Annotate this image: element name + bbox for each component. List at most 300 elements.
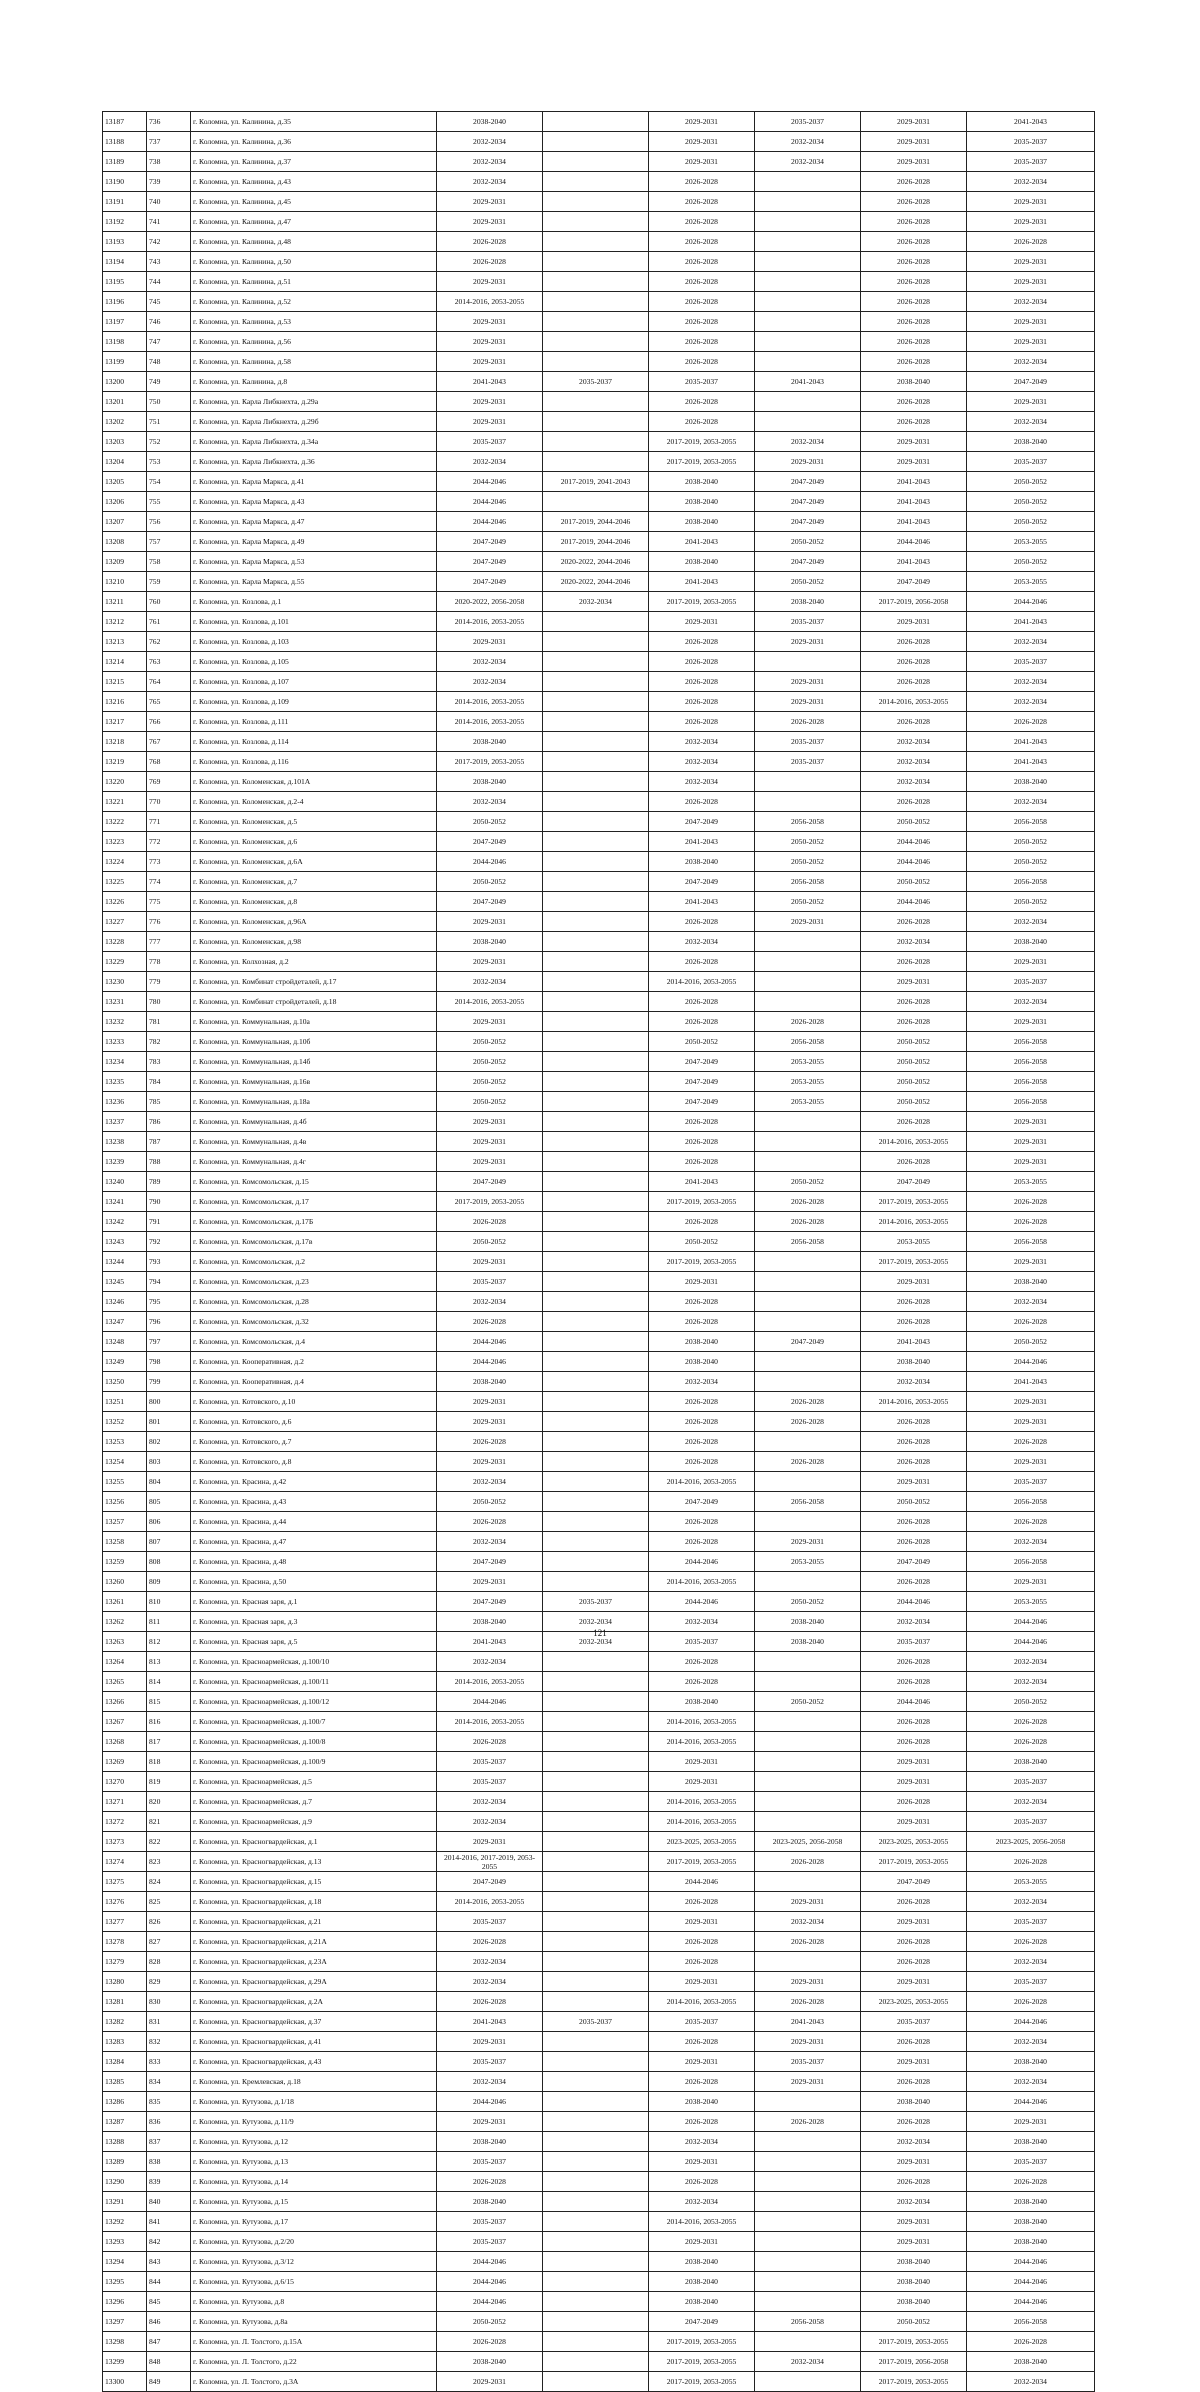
period-col-2-cell <box>543 2172 649 2192</box>
period-col-1-cell: 2026-2028 <box>437 252 543 272</box>
address-cell: г. Коломна, ул. Красногвардейская, д.43 <box>191 2052 437 2072</box>
table-row <box>103 1532 1095 1552</box>
period-col-4-cell: 2035-2037 <box>755 112 861 132</box>
address-cell: г. Коломна, ул. Красина, д.48 <box>191 1552 437 1572</box>
row-number-cell: 13213 <box>103 632 147 652</box>
item-number-cell: 754 <box>147 472 191 492</box>
address-cell: г. Коломна, ул. Калинина, д.8 <box>191 372 437 392</box>
period-col-3-cell: 2026-2028 <box>649 292 755 312</box>
address-cell: г. Коломна, ул. Красина, д.47 <box>191 1532 437 1552</box>
item-number-cell: 749 <box>147 372 191 392</box>
row-number-cell: 13273 <box>103 1832 147 1852</box>
period-col-5-cell: 2026-2028 <box>861 2032 967 2052</box>
table-row <box>103 212 1095 232</box>
period-col-6-cell: 2053-2055 <box>967 1172 1095 1192</box>
period-col-6-cell: 2026-2028 <box>967 2332 1095 2352</box>
address-cell: г. Коломна, ул. Кутузова, д.8а <box>191 2312 437 2332</box>
address-cell: г. Коломна, ул. Коломенская, д.6А <box>191 852 437 872</box>
period-col-4-cell <box>755 1712 861 1732</box>
period-col-5-cell: 2029-2031 <box>861 432 967 452</box>
period-col-1-cell: 2026-2028 <box>437 2332 543 2352</box>
row-number-cell: 13207 <box>103 512 147 532</box>
period-col-4-cell: 2050-2052 <box>755 532 861 552</box>
table-row <box>103 1432 1095 1452</box>
period-col-3-cell: 2035-2037 <box>649 372 755 392</box>
period-col-5-cell: 2026-2028 <box>861 172 967 192</box>
period-col-1-cell: 2038-2040 <box>437 932 543 952</box>
period-col-6-cell: 2053-2055 <box>967 1872 1095 1892</box>
period-col-4-cell: 2026-2028 <box>755 1932 861 1952</box>
item-number-cell: 795 <box>147 1292 191 1312</box>
item-number-cell: 794 <box>147 1272 191 1292</box>
item-number-cell: 781 <box>147 1012 191 1032</box>
period-col-5-cell: 2029-2031 <box>861 972 967 992</box>
period-col-6-cell: 2056-2058 <box>967 1052 1095 1072</box>
period-col-2-cell <box>543 272 649 292</box>
item-number-cell: 814 <box>147 1672 191 1692</box>
period-col-2-cell <box>543 1792 649 1812</box>
period-col-4-cell <box>755 2172 861 2192</box>
period-col-6-cell: 2032-2034 <box>967 912 1095 932</box>
period-col-6-cell: 2050-2052 <box>967 552 1095 572</box>
table-row <box>103 832 1095 852</box>
period-col-3-cell: 2023-2025, 2053-2055 <box>649 1832 755 1852</box>
row-number-cell: 13250 <box>103 1372 147 1392</box>
period-col-2-cell <box>543 292 649 312</box>
period-col-3-cell: 2038-2040 <box>649 852 755 872</box>
address-cell: г. Коломна, ул. Комсомольская, д.32 <box>191 1312 437 1332</box>
item-number-cell: 806 <box>147 1512 191 1532</box>
row-number-cell: 13192 <box>103 212 147 232</box>
period-col-6-cell: 2026-2028 <box>967 1992 1095 2012</box>
row-number-cell: 13217 <box>103 712 147 732</box>
period-col-5-cell: 2032-2034 <box>861 2192 967 2212</box>
period-col-2-cell <box>543 312 649 332</box>
period-col-6-cell: 2026-2028 <box>967 1732 1095 1752</box>
address-cell: г. Коломна, ул. Красногвардейская, д.29А <box>191 1972 437 1992</box>
period-col-4-cell: 2029-2031 <box>755 1892 861 1912</box>
table-row <box>103 312 1095 332</box>
row-number-cell: 13247 <box>103 1312 147 1332</box>
address-cell: г. Коломна, ул. Калинина, д.35 <box>191 112 437 132</box>
table-row <box>103 472 1095 492</box>
period-col-2-cell <box>543 1332 649 1352</box>
address-cell: г. Коломна, ул. Красногвардейская, д.15 <box>191 1872 437 1892</box>
table-row <box>103 872 1095 892</box>
period-col-2-cell <box>543 332 649 352</box>
period-col-1-cell: 2047-2049 <box>437 832 543 852</box>
period-col-6-cell: 2047-2049 <box>967 372 1095 392</box>
period-col-6-cell: 2044-2046 <box>967 2292 1095 2312</box>
period-col-2-cell: 2032-2034 <box>543 1612 649 1632</box>
table-row <box>103 1092 1095 1112</box>
table-row <box>103 1132 1095 1152</box>
row-number-cell: 13251 <box>103 1392 147 1412</box>
period-col-2-cell <box>543 972 649 992</box>
address-cell: г. Коломна, ул. Комсомольская, д.17 <box>191 1192 437 1212</box>
period-col-1-cell: 2047-2049 <box>437 1552 543 1572</box>
row-number-cell: 13210 <box>103 572 147 592</box>
period-col-6-cell: 2032-2034 <box>967 672 1095 692</box>
table-row <box>103 1112 1095 1132</box>
period-col-3-cell: 2038-2040 <box>649 1332 755 1352</box>
period-col-5-cell: 2029-2031 <box>861 1812 967 1832</box>
row-number-cell: 13190 <box>103 172 147 192</box>
period-col-5-cell: 2050-2052 <box>861 1492 967 1512</box>
table-row <box>103 412 1095 432</box>
period-col-5-cell: 2032-2034 <box>861 772 967 792</box>
address-cell: г. Коломна, ул. Красная заря, д.3 <box>191 1612 437 1632</box>
item-number-cell: 811 <box>147 1612 191 1632</box>
period-col-3-cell: 2026-2028 <box>649 1312 755 1332</box>
address-cell: г. Коломна, ул. Козлова, д.105 <box>191 652 437 672</box>
address-cell: г. Коломна, ул. Коломенская, д.96А <box>191 912 437 932</box>
period-col-5-cell: 2026-2028 <box>861 952 967 972</box>
table-row <box>103 1312 1095 1332</box>
period-col-1-cell: 2044-2046 <box>437 1692 543 1712</box>
row-number-cell: 13238 <box>103 1132 147 1152</box>
period-col-5-cell: 2017-2019, 2053-2055 <box>861 1852 967 1872</box>
period-col-1-cell: 2038-2040 <box>437 112 543 132</box>
period-col-3-cell: 2044-2046 <box>649 1552 755 1572</box>
row-number-cell: 13245 <box>103 1272 147 1292</box>
row-number-cell: 13218 <box>103 732 147 752</box>
period-col-5-cell: 2035-2037 <box>861 1632 967 1652</box>
address-cell: г. Коломна, ул. Козлова, д.109 <box>191 692 437 712</box>
row-number-cell: 13275 <box>103 1872 147 1892</box>
item-number-cell: 775 <box>147 892 191 912</box>
period-col-6-cell: 2038-2040 <box>967 2132 1095 2152</box>
period-col-4-cell: 2029-2031 <box>755 632 861 652</box>
period-col-2-cell <box>543 1412 649 1432</box>
row-number-cell: 13269 <box>103 1752 147 1772</box>
row-number-cell: 13225 <box>103 872 147 892</box>
row-number-cell: 13191 <box>103 192 147 212</box>
item-number-cell: 763 <box>147 652 191 672</box>
row-number-cell: 13241 <box>103 1192 147 1212</box>
period-col-4-cell <box>755 2192 861 2212</box>
period-col-2-cell <box>543 2032 649 2052</box>
period-col-6-cell: 2056-2058 <box>967 1092 1095 1112</box>
period-col-5-cell: 2026-2028 <box>861 1952 967 1972</box>
row-number-cell: 13231 <box>103 992 147 1012</box>
period-col-1-cell: 2029-2031 <box>437 412 543 432</box>
period-col-5-cell: 2017-2019, 2056-2058 <box>861 592 967 612</box>
period-col-3-cell: 2026-2028 <box>649 332 755 352</box>
period-col-1-cell: 2029-2031 <box>437 1412 543 1432</box>
period-col-2-cell <box>543 792 649 812</box>
row-number-cell: 13201 <box>103 392 147 412</box>
period-col-1-cell: 2032-2034 <box>437 152 543 172</box>
period-col-3-cell: 2029-2031 <box>649 612 755 632</box>
period-col-1-cell: 2035-2037 <box>437 1772 543 1792</box>
period-col-6-cell: 2032-2034 <box>967 2032 1095 2052</box>
period-col-2-cell <box>543 2332 649 2352</box>
row-number-cell: 13220 <box>103 772 147 792</box>
period-col-2-cell <box>543 2212 649 2232</box>
address-cell: г. Коломна, ул. Красина, д.42 <box>191 1472 437 1492</box>
period-col-5-cell: 2050-2052 <box>861 1032 967 1052</box>
item-number-cell: 750 <box>147 392 191 412</box>
period-col-3-cell: 2029-2031 <box>649 132 755 152</box>
row-number-cell: 13240 <box>103 1172 147 1192</box>
address-cell: г. Коломна, ул. Красногвардейская, д.21 <box>191 1912 437 1932</box>
period-col-6-cell: 2038-2040 <box>967 432 1095 452</box>
period-col-3-cell: 2026-2028 <box>649 412 755 432</box>
item-number-cell: 737 <box>147 132 191 152</box>
period-col-1-cell: 2032-2034 <box>437 1812 543 1832</box>
period-col-4-cell <box>755 2212 861 2232</box>
item-number-cell: 826 <box>147 1912 191 1932</box>
table-row <box>103 1452 1095 1472</box>
period-col-1-cell: 2017-2019, 2053-2055 <box>437 1192 543 1212</box>
period-col-2-cell <box>543 152 649 172</box>
period-col-6-cell: 2038-2040 <box>967 1752 1095 1772</box>
table-row <box>103 1712 1095 1732</box>
address-cell: г. Коломна, ул. Красногвардейская, д.18 <box>191 1892 437 1912</box>
table-row <box>103 592 1095 612</box>
table-row <box>103 1832 1095 1852</box>
address-cell: г. Коломна, ул. Красноармейская, д.100/9 <box>191 1752 437 1772</box>
row-number-cell: 13198 <box>103 332 147 352</box>
period-col-4-cell <box>755 2272 861 2292</box>
period-col-4-cell: 2029-2031 <box>755 672 861 692</box>
row-number-cell: 13282 <box>103 2012 147 2032</box>
period-col-3-cell: 2032-2034 <box>649 772 755 792</box>
period-col-4-cell <box>755 1752 861 1772</box>
period-col-6-cell: 2035-2037 <box>967 1812 1095 1832</box>
period-col-2-cell <box>543 752 649 772</box>
period-col-6-cell: 2032-2034 <box>967 992 1095 1012</box>
period-col-5-cell: 2038-2040 <box>861 372 967 392</box>
row-number-cell: 13293 <box>103 2232 147 2252</box>
period-col-6-cell: 2029-2031 <box>967 952 1095 972</box>
period-col-4-cell <box>755 1132 861 1152</box>
address-cell: г. Коломна, ул. Кутузова, д.11/9 <box>191 2112 437 2132</box>
table-row <box>103 1012 1095 1032</box>
table-row <box>103 2092 1095 2112</box>
period-col-2-cell <box>543 2292 649 2312</box>
period-col-4-cell <box>755 1352 861 1372</box>
item-number-cell: 756 <box>147 512 191 532</box>
item-number-cell: 819 <box>147 1772 191 1792</box>
item-number-cell: 748 <box>147 352 191 372</box>
item-number-cell: 844 <box>147 2272 191 2292</box>
period-col-1-cell: 2029-2031 <box>437 2112 543 2132</box>
item-number-cell: 771 <box>147 812 191 832</box>
row-number-cell: 13233 <box>103 1032 147 1052</box>
period-col-6-cell: 2041-2043 <box>967 612 1095 632</box>
period-col-4-cell <box>755 1872 861 1892</box>
row-number-cell: 13262 <box>103 1612 147 1632</box>
period-col-5-cell: 2029-2031 <box>861 2212 967 2232</box>
period-col-5-cell: 2026-2028 <box>861 252 967 272</box>
period-col-3-cell: 2032-2034 <box>649 732 755 752</box>
period-col-2-cell <box>543 892 649 912</box>
period-col-6-cell: 2035-2037 <box>967 1772 1095 1792</box>
item-number-cell: 846 <box>147 2312 191 2332</box>
item-number-cell: 845 <box>147 2292 191 2312</box>
period-col-4-cell <box>755 312 861 332</box>
period-col-6-cell: 2035-2037 <box>967 132 1095 152</box>
address-cell: г. Коломна, ул. Калинина, д.50 <box>191 252 437 272</box>
period-col-4-cell: 2053-2055 <box>755 1552 861 1572</box>
item-number-cell: 842 <box>147 2232 191 2252</box>
address-cell: г. Коломна, ул. Калинина, д.48 <box>191 232 437 252</box>
row-number-cell: 13286 <box>103 2092 147 2112</box>
address-cell: г. Коломна, ул. Комсомольская, д.2 <box>191 1252 437 1272</box>
row-number-cell: 13283 <box>103 2032 147 2052</box>
address-cell: г. Коломна, ул. Кутузова, д.8 <box>191 2292 437 2312</box>
period-col-6-cell: 2056-2058 <box>967 2312 1095 2332</box>
period-col-3-cell: 2029-2031 <box>649 2152 755 2172</box>
period-col-1-cell: 2026-2028 <box>437 232 543 252</box>
period-col-2-cell <box>543 232 649 252</box>
period-col-2-cell <box>543 1152 649 1172</box>
period-col-1-cell: 2038-2040 <box>437 1612 543 1632</box>
period-col-3-cell: 2026-2028 <box>649 1132 755 1152</box>
period-col-1-cell: 2047-2049 <box>437 892 543 912</box>
address-cell: г. Коломна, ул. Карла Маркса, д.53 <box>191 552 437 572</box>
row-number-cell: 13252 <box>103 1412 147 1432</box>
period-col-3-cell: 2026-2028 <box>649 1432 755 1452</box>
table-row <box>103 1392 1095 1412</box>
period-col-6-cell: 2038-2040 <box>967 1272 1095 1292</box>
row-number-cell: 13249 <box>103 1352 147 1372</box>
period-col-1-cell: 2026-2028 <box>437 1432 543 1452</box>
period-col-1-cell: 2035-2037 <box>437 1272 543 1292</box>
item-number-cell: 736 <box>147 112 191 132</box>
period-col-1-cell: 2032-2034 <box>437 1952 543 1972</box>
row-number-cell: 13194 <box>103 252 147 272</box>
period-col-4-cell: 2038-2040 <box>755 1612 861 1632</box>
period-col-2-cell <box>543 432 649 452</box>
period-col-1-cell: 2014-2016, 2053-2055 <box>437 692 543 712</box>
period-col-1-cell: 2050-2052 <box>437 1032 543 1052</box>
row-number-cell: 13257 <box>103 1512 147 1532</box>
period-col-5-cell: 2014-2016, 2053-2055 <box>861 692 967 712</box>
period-col-3-cell: 2041-2043 <box>649 572 755 592</box>
period-col-1-cell: 2044-2046 <box>437 1332 543 1352</box>
period-col-5-cell: 2026-2028 <box>861 332 967 352</box>
address-cell: г. Коломна, ул. Красногвардейская, д.23А <box>191 1952 437 1972</box>
period-col-6-cell: 2056-2058 <box>967 872 1095 892</box>
item-number-cell: 792 <box>147 1232 191 1252</box>
period-col-4-cell <box>755 952 861 972</box>
period-col-2-cell <box>543 692 649 712</box>
row-number-cell: 13289 <box>103 2152 147 2172</box>
table-row <box>103 752 1095 772</box>
table-row <box>103 992 1095 1012</box>
period-col-4-cell: 2026-2028 <box>755 1452 861 1472</box>
row-number-cell: 13277 <box>103 1912 147 1932</box>
period-col-4-cell: 2029-2031 <box>755 1532 861 1552</box>
period-col-6-cell: 2029-2031 <box>967 1452 1095 1472</box>
period-col-2-cell <box>543 1572 649 1592</box>
period-col-6-cell: 2032-2034 <box>967 632 1095 652</box>
item-number-cell: 807 <box>147 1532 191 1552</box>
period-col-3-cell: 2050-2052 <box>649 1232 755 1252</box>
period-col-4-cell <box>755 792 861 812</box>
period-col-1-cell: 2029-2031 <box>437 2032 543 2052</box>
table-row <box>103 2012 1095 2032</box>
period-col-2-cell <box>543 1092 649 1112</box>
table-row <box>103 732 1095 752</box>
address-cell: г. Коломна, ул. Козлова, д.107 <box>191 672 437 692</box>
period-col-5-cell: 2026-2028 <box>861 1312 967 1332</box>
item-number-cell: 790 <box>147 1192 191 1212</box>
period-col-6-cell: 2044-2046 <box>967 2012 1095 2032</box>
row-number-cell: 13216 <box>103 692 147 712</box>
table-row <box>103 852 1095 872</box>
address-cell: г. Коломна, ул. Карла Либкнехта, д.29б <box>191 412 437 432</box>
item-number-cell: 797 <box>147 1332 191 1352</box>
period-col-2-cell <box>543 2232 649 2252</box>
period-col-3-cell: 2017-2019, 2053-2055 <box>649 2332 755 2352</box>
period-col-4-cell: 2053-2055 <box>755 1092 861 1112</box>
period-col-5-cell: 2026-2028 <box>861 292 967 312</box>
period-col-4-cell <box>755 412 861 432</box>
period-col-3-cell: 2026-2028 <box>649 952 755 972</box>
period-col-1-cell: 2032-2034 <box>437 792 543 812</box>
period-col-5-cell: 2026-2028 <box>861 1112 967 1132</box>
table-row <box>103 932 1095 952</box>
period-col-4-cell: 2053-2055 <box>755 1072 861 1092</box>
period-col-2-cell <box>543 612 649 632</box>
period-col-6-cell: 2044-2046 <box>967 2092 1095 2112</box>
period-col-5-cell: 2029-2031 <box>861 1472 967 1492</box>
period-col-3-cell: 2026-2028 <box>649 212 755 232</box>
period-col-4-cell: 2056-2058 <box>755 1032 861 1052</box>
address-cell: г. Коломна, ул. Красная заря, д.1 <box>191 1592 437 1612</box>
item-number-cell: 772 <box>147 832 191 852</box>
row-number-cell: 13287 <box>103 2112 147 2132</box>
row-number-cell: 13298 <box>103 2332 147 2352</box>
row-number-cell: 13236 <box>103 1092 147 1112</box>
table-row <box>103 972 1095 992</box>
item-number-cell: 821 <box>147 1812 191 1832</box>
period-col-5-cell: 2050-2052 <box>861 1072 967 1092</box>
address-cell: г. Коломна, ул. Комбинат стройдеталей, д.17 <box>191 972 437 992</box>
period-col-2-cell <box>543 252 649 272</box>
period-col-1-cell: 2029-2031 <box>437 1832 543 1852</box>
period-col-3-cell: 2017-2019, 2053-2055 <box>649 432 755 452</box>
period-col-4-cell: 2056-2058 <box>755 2312 861 2332</box>
address-cell: г. Коломна, ул. Кутузова, д.17 <box>191 2212 437 2232</box>
address-cell: г. Коломна, ул. Карла Маркса, д.43 <box>191 492 437 512</box>
period-col-3-cell: 2026-2028 <box>649 652 755 672</box>
period-col-2-cell <box>543 1312 649 1332</box>
table-row <box>103 1472 1095 1492</box>
period-col-3-cell: 2026-2028 <box>649 1932 755 1952</box>
period-col-1-cell: 2035-2037 <box>437 2212 543 2232</box>
period-col-6-cell: 2029-2031 <box>967 192 1095 212</box>
period-col-1-cell: 2044-2046 <box>437 2092 543 2112</box>
period-col-3-cell: 2026-2028 <box>649 1292 755 1312</box>
period-col-4-cell: 2029-2031 <box>755 1972 861 1992</box>
row-number-cell: 13205 <box>103 472 147 492</box>
period-col-6-cell: 2044-2046 <box>967 2252 1095 2272</box>
period-col-3-cell: 2029-2031 <box>649 1272 755 1292</box>
period-col-2-cell <box>543 932 649 952</box>
period-col-6-cell: 2029-2031 <box>967 212 1095 232</box>
item-number-cell: 789 <box>147 1172 191 1192</box>
item-number-cell: 835 <box>147 2092 191 2112</box>
row-number-cell: 13202 <box>103 412 147 432</box>
period-col-4-cell <box>755 2252 861 2272</box>
table-row <box>103 1772 1095 1792</box>
item-number-cell: 813 <box>147 1652 191 1672</box>
